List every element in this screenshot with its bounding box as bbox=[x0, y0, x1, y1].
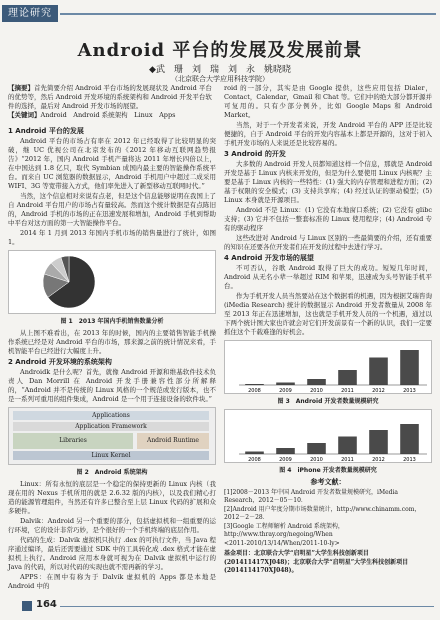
abstract-text: 首先简要介绍 Android 平台市场的发展现状及 Android 平台的优势等，然后 Android 开发环境的系统架构和 Android 开发平台软件的选择，最后对 Android 开发市场的展望。 bbox=[8, 84, 212, 110]
funding-note: 基金项目：北京联合大学“启明星”大学生科技创新项目(201411417XJ048)；北京联合大学“启明星”大学生科技创新项目(2014114170XJ048)。 bbox=[224, 550, 409, 574]
section-banner bbox=[0, 4, 440, 24]
keywords: Android Android 系统架构 Linux Apps bbox=[40, 111, 176, 119]
page-footer bbox=[0, 596, 440, 616]
keywords-label: 【关键词】 bbox=[8, 111, 41, 119]
footer-square-icon bbox=[22, 601, 32, 611]
bar bbox=[338, 437, 357, 455]
left-column bbox=[8, 125, 216, 592]
paragraph: 代码的生成：Dalvik 虚拟机只执行 .dex 的可执行文件，当 Java 程序通过编译，最后还需要通过 SDK 中的工具转化成 .dex 格式才能在虚拟机上执行。Android 应用本身就可视为在 Dalvik 虚拟机中运行的 Java 的代码，所以对代码的实现也就不需再新的学习。 bbox=[8, 536, 216, 571]
bar bbox=[400, 350, 419, 385]
bar bbox=[245, 452, 264, 455]
tick-label: 2012 bbox=[372, 388, 385, 393]
pie-chart bbox=[9, 251, 215, 313]
figure-3 bbox=[224, 340, 432, 394]
paragraph: 这些改进对 Android 与 Linux 区别的一些最简要的介绍，还有重要的知识在还要各位开发者们在开发的过程中去进行学习。 bbox=[224, 234, 432, 251]
figure-4-caption: 图 4 iPhone 开发者数量规模研究 bbox=[279, 467, 377, 474]
paragraph: 当然，对于一个开发者来说，开发 Android 平台的 APP 还是比较便捷的，自于 Android 平台的开发内容基本上都是开源的，这对于初入手机开发市场的人来说还是比较容易的。 bbox=[224, 121, 432, 147]
reference-item: [3]Google 工程师解析 Android 系统架构，http://www.thray.org/negoing/When bbox=[224, 522, 344, 538]
bar-chart-android bbox=[225, 341, 431, 393]
footer-rule bbox=[60, 606, 434, 607]
figure-2-caption: 图 2 Android 系统架构 bbox=[76, 469, 148, 476]
tick-label: 2012 bbox=[372, 457, 385, 462]
tick-label: 2013 bbox=[403, 388, 416, 393]
heading-4: 4 Android 开发市场的展望 bbox=[224, 254, 314, 262]
affiliation: （北京联合大学应用科技学院） bbox=[171, 75, 269, 83]
tick-label: 2009 bbox=[279, 457, 292, 462]
tick-label: 2011 bbox=[341, 457, 354, 462]
bar bbox=[369, 430, 388, 454]
references-title: 参考文献： bbox=[310, 477, 346, 486]
bar bbox=[400, 424, 419, 454]
paragraph: 不可否认，谷歌 Android 取得了巨大的成功。短短几年时间，Android 从无名小辈一举超过 RIM 和苹果，迅速成为头号智能手机平台。 bbox=[224, 264, 432, 290]
heading-1: 1 Android 平台的发展 bbox=[8, 127, 84, 135]
tick-label: 2008 bbox=[248, 388, 261, 393]
paragraph: 从上图不难看出，在 2013 年的时候，国内的主要销售智能手机操作系统已经是对 Android 平台的市场，那来源之前的统计情况来看，手机智能平台已经进行大幅度上升。 bbox=[8, 329, 216, 355]
bar bbox=[276, 448, 295, 454]
tick-label: 2009 bbox=[279, 388, 292, 393]
layer-apps: Applications bbox=[13, 411, 209, 420]
reference-item: [1]2008－2013 年中国 Android 开发者数量规模研究，iMedia Research，2012－05－10． bbox=[224, 488, 398, 504]
authors: ◆武 珊 刘 瑞 刘 永 姚晓晓 bbox=[149, 65, 291, 75]
abstract bbox=[8, 84, 218, 120]
article-title: Android 平台的发展及发展前景 bbox=[77, 40, 363, 61]
right-column bbox=[224, 84, 432, 576]
page-number: 164 bbox=[36, 599, 57, 610]
bar bbox=[369, 358, 388, 386]
paragraph: Androidk 是什么呢？首先，就像 Android 开源和维基软件技术负责人 Dan Morrill 在 Android 开发手册兼容性部分所解释的，“Android 并不是传统的 Linux 风格的一个规范或发行版本，也不是一系列可重用的组件集成，Android 是一个用于连接设备的软件块。” bbox=[8, 368, 216, 403]
tick-label: 2010 bbox=[310, 457, 323, 462]
abstract-label: 【摘要】 bbox=[8, 84, 34, 92]
bar bbox=[307, 379, 326, 385]
figure-1-caption: 图 1 2013 年国内手机销售数量分析 bbox=[60, 318, 164, 325]
paragraph: Linux：所有永恒的底层是一个稳定的保持更新的 Linux 内核（我现在用的 Nexus 手机所用的就是 2.6.32 版的内核），以及我们精心打造的能源管理组件，当然还有许多已整合至上层 Linux 代码的扩展和众多硬件。 bbox=[8, 480, 216, 515]
paragraph: roid 的一部分，其实是由 Google 提供，这些应用包括 Dialer，Contact，Calendar，Gmail 和 Chat 等。它们中的绝大部分都开源并可复用的。只有少部分例外，比如 Google Maps 和 Android Market。 bbox=[224, 84, 432, 119]
tick-label: 2008 bbox=[248, 457, 261, 462]
paragraph: 当然，这个信息相对来说有点老，但是这个信息能够说明在我国上了自 Android 平台用户的市场占有量较高。然而这个统计数据是有点陈旧的，Android 手机的市场的正在迅速发展和增加，Android 手机到帮助中平台对这方面的第一大智能操作平台。 bbox=[8, 192, 216, 227]
figure-4 bbox=[224, 409, 432, 463]
tick-label: 2011 bbox=[341, 388, 354, 393]
reference-item: <2011-2010/13/14/When/2011-10-ly> bbox=[224, 539, 340, 547]
paragraph: 2014 年 1 月到 2013 年国内手机市场的销售量进行了统计，如图 1。 bbox=[8, 229, 216, 246]
tick-label: 2013 bbox=[403, 457, 416, 462]
figure-3-caption: 图 3 Android 开发者数量规模研究 bbox=[277, 398, 379, 405]
bar bbox=[338, 370, 357, 385]
paragraph: Android 不是 Linux：(1) 它没有本地窗口系统；(2) 它没有 glibc 支持；(3) 它并不包括一整套标准的 Linux 使用程序；(4) Android 专有的驱动程序 bbox=[224, 206, 432, 232]
paragraph: 大多数的 Android 开发人员都知道这样一个信息，那就是 Android 开发是基于 Linux 内核来开发的，但是为什么要使用 Linux 内核呢？主要是基于 Linux 内核的一些特性：(1) 强大的内存管理和进程方面；(2) 基于权限的安全模式；(3) 支持共享库；(4) 经过认证的驱动模型；(5) Linux 本身就是开源项目。 bbox=[224, 160, 432, 204]
reference-item: [2]Android 用户年度分期市场数量统计，http://www.chinamm.com，2012－2－28． bbox=[224, 505, 421, 521]
tick-label: 2010 bbox=[310, 388, 323, 393]
figure-2 bbox=[8, 407, 216, 465]
layer-kernel: Linux Kernel bbox=[13, 451, 209, 460]
paragraph: Dalvik：Android 另一个重要的部分，包括虚拟机和一组重要的运行环境，它的设计非常巧妙，是个很好的一个手机终端的底层作用。 bbox=[8, 517, 216, 534]
section-tag: 理论研究 bbox=[2, 5, 58, 22]
paragraph: Android 平台的市场占有率在 2012 年已经取得了比较明显的突破，继 UC 优视公司在北京发布的《2012 年移动互联网趋势报告》“2012 年，国内 Android 手机产量将达 2011 年增长四倍以上，在中国达到 1.8 亿只，取代 Symbian 成国内最主要的智能操作系统平台。而来自 UC 浏览器的数据显示，Android 手机用户中超过二成采用 WIFI、3G 等宽带接入方式，他们率先进入了新型移动互联网时代。” bbox=[8, 137, 216, 190]
paragraph: APPS：在图中有称为于 Dalvik 虚拟机的 Apps 都是本地是 Android 中的 bbox=[8, 573, 216, 590]
heading-2: 2 Android 开发环境的系统架构 bbox=[8, 358, 112, 366]
paragraph: 作为手机开发人员当然要站在这个数据看的机遇，因为根据艾瑞咨询 (iMedia Research) 统计的数据显示 Android 开发者数量从 2008 年至 2013 年正在迅速增加，这也就是手机开发人员的一个机遇，通过以下两个统计图大家也许就会对它们开发前景有一个新的认识，我们一定要抓住这个千载难逢的好机会。 bbox=[224, 292, 432, 336]
bar-chart-iphone bbox=[225, 410, 431, 462]
layer-framework: Application Framework bbox=[13, 422, 209, 431]
references bbox=[224, 478, 432, 548]
heading-3: 3 Android 的开发 bbox=[224, 150, 286, 158]
banner-rule bbox=[60, 13, 436, 15]
bar bbox=[276, 383, 295, 386]
bar bbox=[307, 443, 326, 454]
layer-runtime: Android Runtime bbox=[137, 433, 209, 449]
figure-1 bbox=[8, 250, 216, 314]
layer-libraries: Libraries bbox=[13, 433, 133, 449]
